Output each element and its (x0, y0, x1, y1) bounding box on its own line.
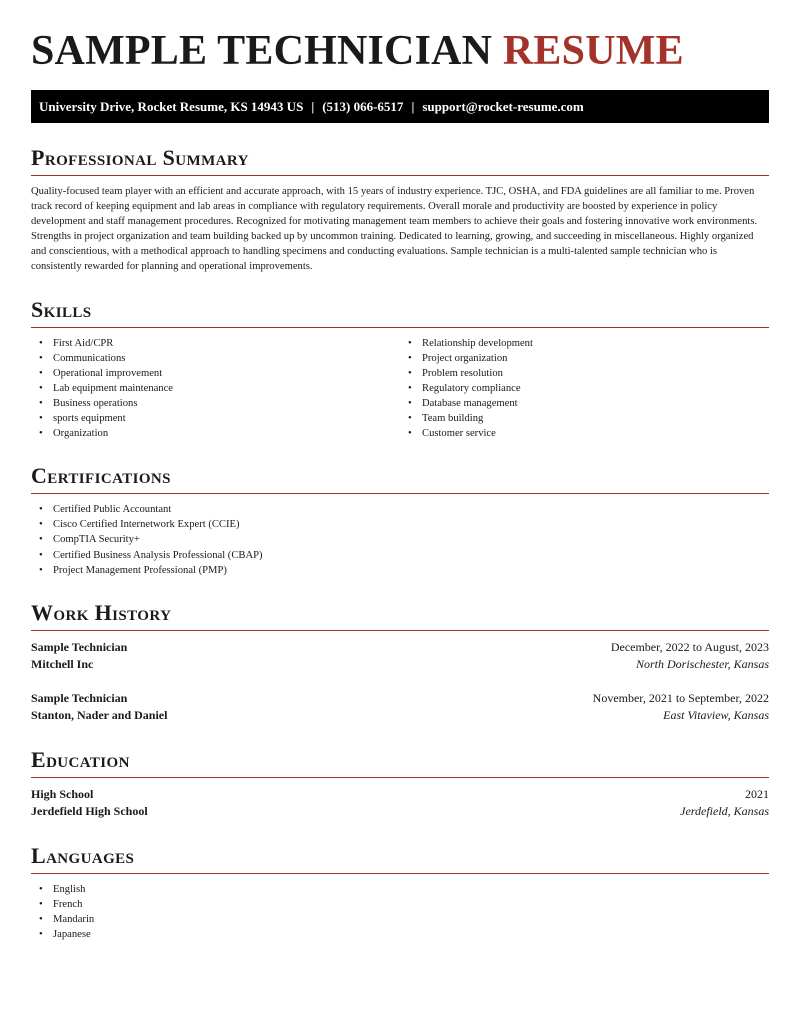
contact-separator: | (411, 99, 415, 114)
skill-item: • Communications (31, 351, 400, 366)
languages-section (31, 843, 769, 942)
job-title: Sample Technician (31, 639, 128, 654)
certifications-heading: Certifications (31, 463, 769, 494)
contact-address: University Drive, Rocket Resume, KS 14943 US (39, 99, 304, 114)
languages-heading: Languages (31, 843, 769, 874)
job-dates: November, 2021 to September, 2022 (592, 690, 769, 705)
certification-item: • Cisco Certified Internetwork Expert (CCIE) (31, 517, 769, 532)
skill-item: • Organization (31, 426, 400, 441)
contact-phone: (513) 066-6517 (322, 99, 404, 114)
language-item: • Mandarin (31, 912, 769, 927)
work-history-section (31, 600, 769, 725)
title-resume-word: RESUME (502, 28, 684, 74)
job-location: North Dorischester, Kansas (635, 657, 769, 672)
education-degree: High School (31, 786, 94, 801)
skills-columns (31, 336, 769, 442)
certifications-section (31, 463, 769, 577)
skills-right-list (400, 336, 769, 442)
language-item: • French (31, 897, 769, 912)
resume-title (31, 28, 769, 74)
skill-item: • Business operations (31, 396, 400, 411)
certification-item: • Certified Public Accountant (31, 502, 769, 517)
education-entry (31, 786, 769, 821)
job-company: Stanton, Nader and Daniel (31, 708, 168, 723)
certification-item: • Certified Business Analysis Professional (CBAP) (31, 548, 769, 563)
title-name: SAMPLE TECHNICIAN (31, 28, 493, 74)
certification-item: • Project Management Professional (PMP) (31, 563, 769, 578)
work-history-heading: Work History (31, 600, 769, 631)
job-entry (31, 690, 769, 725)
skills-heading: Skills (31, 297, 769, 328)
education-school: Jerdefield High School (31, 804, 148, 819)
job-location: East Vitaview, Kansas (663, 708, 769, 723)
job-title: Sample Technician (31, 690, 128, 705)
skills-left-list (31, 336, 400, 442)
education-section (31, 747, 769, 821)
skill-item: • Regulatory compliance (400, 381, 769, 396)
education-year: 2021 (745, 786, 769, 801)
certification-item: • CompTIA Security+ (31, 532, 769, 547)
job-dates: December, 2022 to August, 2023 (610, 639, 769, 654)
job-entry (31, 639, 769, 674)
summary-heading: Professional Summary (31, 145, 769, 176)
summary-section (31, 145, 769, 275)
language-item: • English (31, 882, 769, 897)
job-company: Mitchell Inc (31, 657, 94, 672)
contact-email: support@rocket-resume.com (422, 99, 584, 114)
skill-item: • Team building (400, 411, 769, 426)
certifications-list (31, 502, 769, 577)
skill-item: • First Aid/CPR (31, 336, 400, 351)
education-location: Jerdefield, Kansas (680, 804, 769, 819)
summary-text: Quality-focused team player with an efficient and accurate approach, with 15 years of industry experience. TJC, OSHA, and FDA guidelines are all familiar to me. Proven track record of keeping equipment and lab areas in compliance with regulatory requirements. Overall morale and productivity are boosted by experience in policy development and staff management procedures. Recognized for motivating management team members to achieve their goals and fostering innovative work environments. Strengths in project organization and team building backed up by uncommon training. Dedicated to learning, growing, and succeeding in miscellaneous. Highly organized and conscientious, with a methodical approach to handling specimens and conducting evaluations. Sample technician is a multi-talented sample technician who is consistently rewarded for planning and operational improvements. (31, 186, 758, 273)
skill-item: • Project organization (400, 351, 769, 366)
skill-item: • Lab equipment maintenance (31, 381, 400, 396)
skill-item: • Relationship development (400, 336, 769, 351)
skill-item: • Operational improvement (31, 366, 400, 381)
skill-item: • sports equipment (31, 411, 400, 426)
contact-separator: | (311, 99, 315, 114)
skill-item: • Problem resolution (400, 366, 769, 381)
skills-section (31, 297, 769, 442)
skill-item: • Customer service (400, 426, 769, 441)
skill-item: • Database management (400, 396, 769, 411)
languages-list (31, 882, 769, 942)
contact-bar (31, 90, 769, 123)
education-heading: Education (31, 747, 769, 778)
language-item: • Japanese (31, 927, 769, 942)
